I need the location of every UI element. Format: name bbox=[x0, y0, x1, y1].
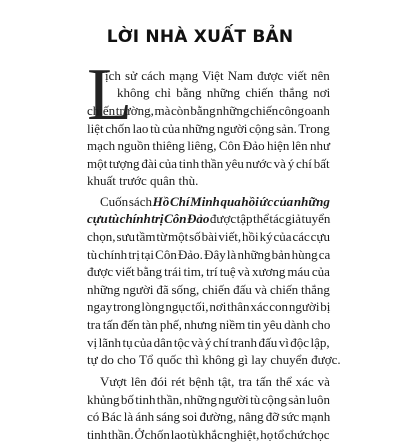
text-line bbox=[87, 230, 330, 243]
text-line bbox=[87, 283, 330, 296]
page-title: LỜI NHÀ XUẤT BẢN bbox=[106, 27, 294, 47]
book-title-text: Hồ Chí Minh qua hồi ức của những bbox=[152, 194, 330, 209]
text-segment: có Bác là ánh sáng soi đường, nâng đỡ sức mạnh bbox=[87, 409, 331, 424]
drop-cap: L bbox=[87, 54, 133, 136]
text-segment: những người đã sống, chiến đấu và chiến thắng bbox=[87, 282, 330, 297]
text-line bbox=[87, 265, 330, 278]
text-segment: khuất trước quân thù. bbox=[87, 173, 199, 188]
text-segment: chọn, sưu tầm từ một số bài viết, hồi ký của các cựu bbox=[87, 229, 331, 244]
text-line bbox=[87, 174, 198, 187]
text-line bbox=[87, 428, 330, 441]
text-line bbox=[87, 122, 330, 135]
text-segment: chiến trường, mà còn bằng những chiến công oanh bbox=[87, 103, 330, 118]
text-segment: tự do cho Tổ quốc thì không gì lay chuyển được. bbox=[87, 352, 341, 367]
text-segment: tinh thần. Ở chốn lao tù khắc nghiệt, họ tổ chức học bbox=[87, 427, 330, 442]
text-line bbox=[87, 336, 330, 349]
text-line bbox=[87, 353, 341, 366]
book-title-text: cựu tù chính trị Côn Đảo bbox=[87, 211, 210, 226]
text-line bbox=[117, 86, 330, 99]
text-segment: Cuốn sách bbox=[100, 194, 153, 209]
text-segment: được viết bằng trái tim, trí tuệ và xương máu của bbox=[87, 264, 330, 279]
text-line bbox=[87, 410, 330, 423]
text-segment: khủng bố tinh thần, những người tù cộng sản luôn bbox=[87, 392, 330, 407]
text-line bbox=[87, 104, 330, 117]
text-line bbox=[87, 248, 330, 261]
text-segment: ngay trong lòng ngục tối, nơi thân xác con người bị bbox=[87, 299, 331, 314]
text-segment: mạch nguồn thiêng liêng, Côn Đảo hiện lên như bbox=[87, 138, 330, 153]
text-segment: Vượt lên đói rét bệnh tật, tra tấn thể xác và bbox=[100, 374, 330, 389]
text-line bbox=[87, 318, 330, 331]
text-line bbox=[87, 157, 330, 170]
text-line bbox=[100, 375, 330, 388]
text-line bbox=[105, 69, 330, 82]
text-segment: một tượng đài của tinh thần yêu nước và ý chí bất bbox=[87, 156, 330, 171]
text-line bbox=[100, 195, 330, 208]
text-segment: tù chính trị tại Côn Đảo. Đây là những bản hùng ca bbox=[87, 247, 331, 262]
text-segment: được tập thể tác giả tuyển bbox=[209, 211, 331, 226]
text-segment: vị lãnh tụ của dân tộc và ý chí tranh đấu vì độc lập, bbox=[87, 335, 330, 350]
text-line bbox=[87, 212, 330, 225]
text-segment: tra tấn đến tàn phế, nhưng niềm tin yêu dành cho bbox=[87, 317, 331, 332]
text-segment: không chỉ bằng những chiến thắng nơi bbox=[117, 85, 331, 100]
text-segment: ịch sử cách mạng Việt Nam được viết nên bbox=[105, 68, 330, 83]
text-segment: liệt chốn lao tù của những người cộng sản. Trong bbox=[87, 121, 330, 136]
text-line bbox=[87, 139, 330, 152]
text-line bbox=[87, 300, 330, 313]
